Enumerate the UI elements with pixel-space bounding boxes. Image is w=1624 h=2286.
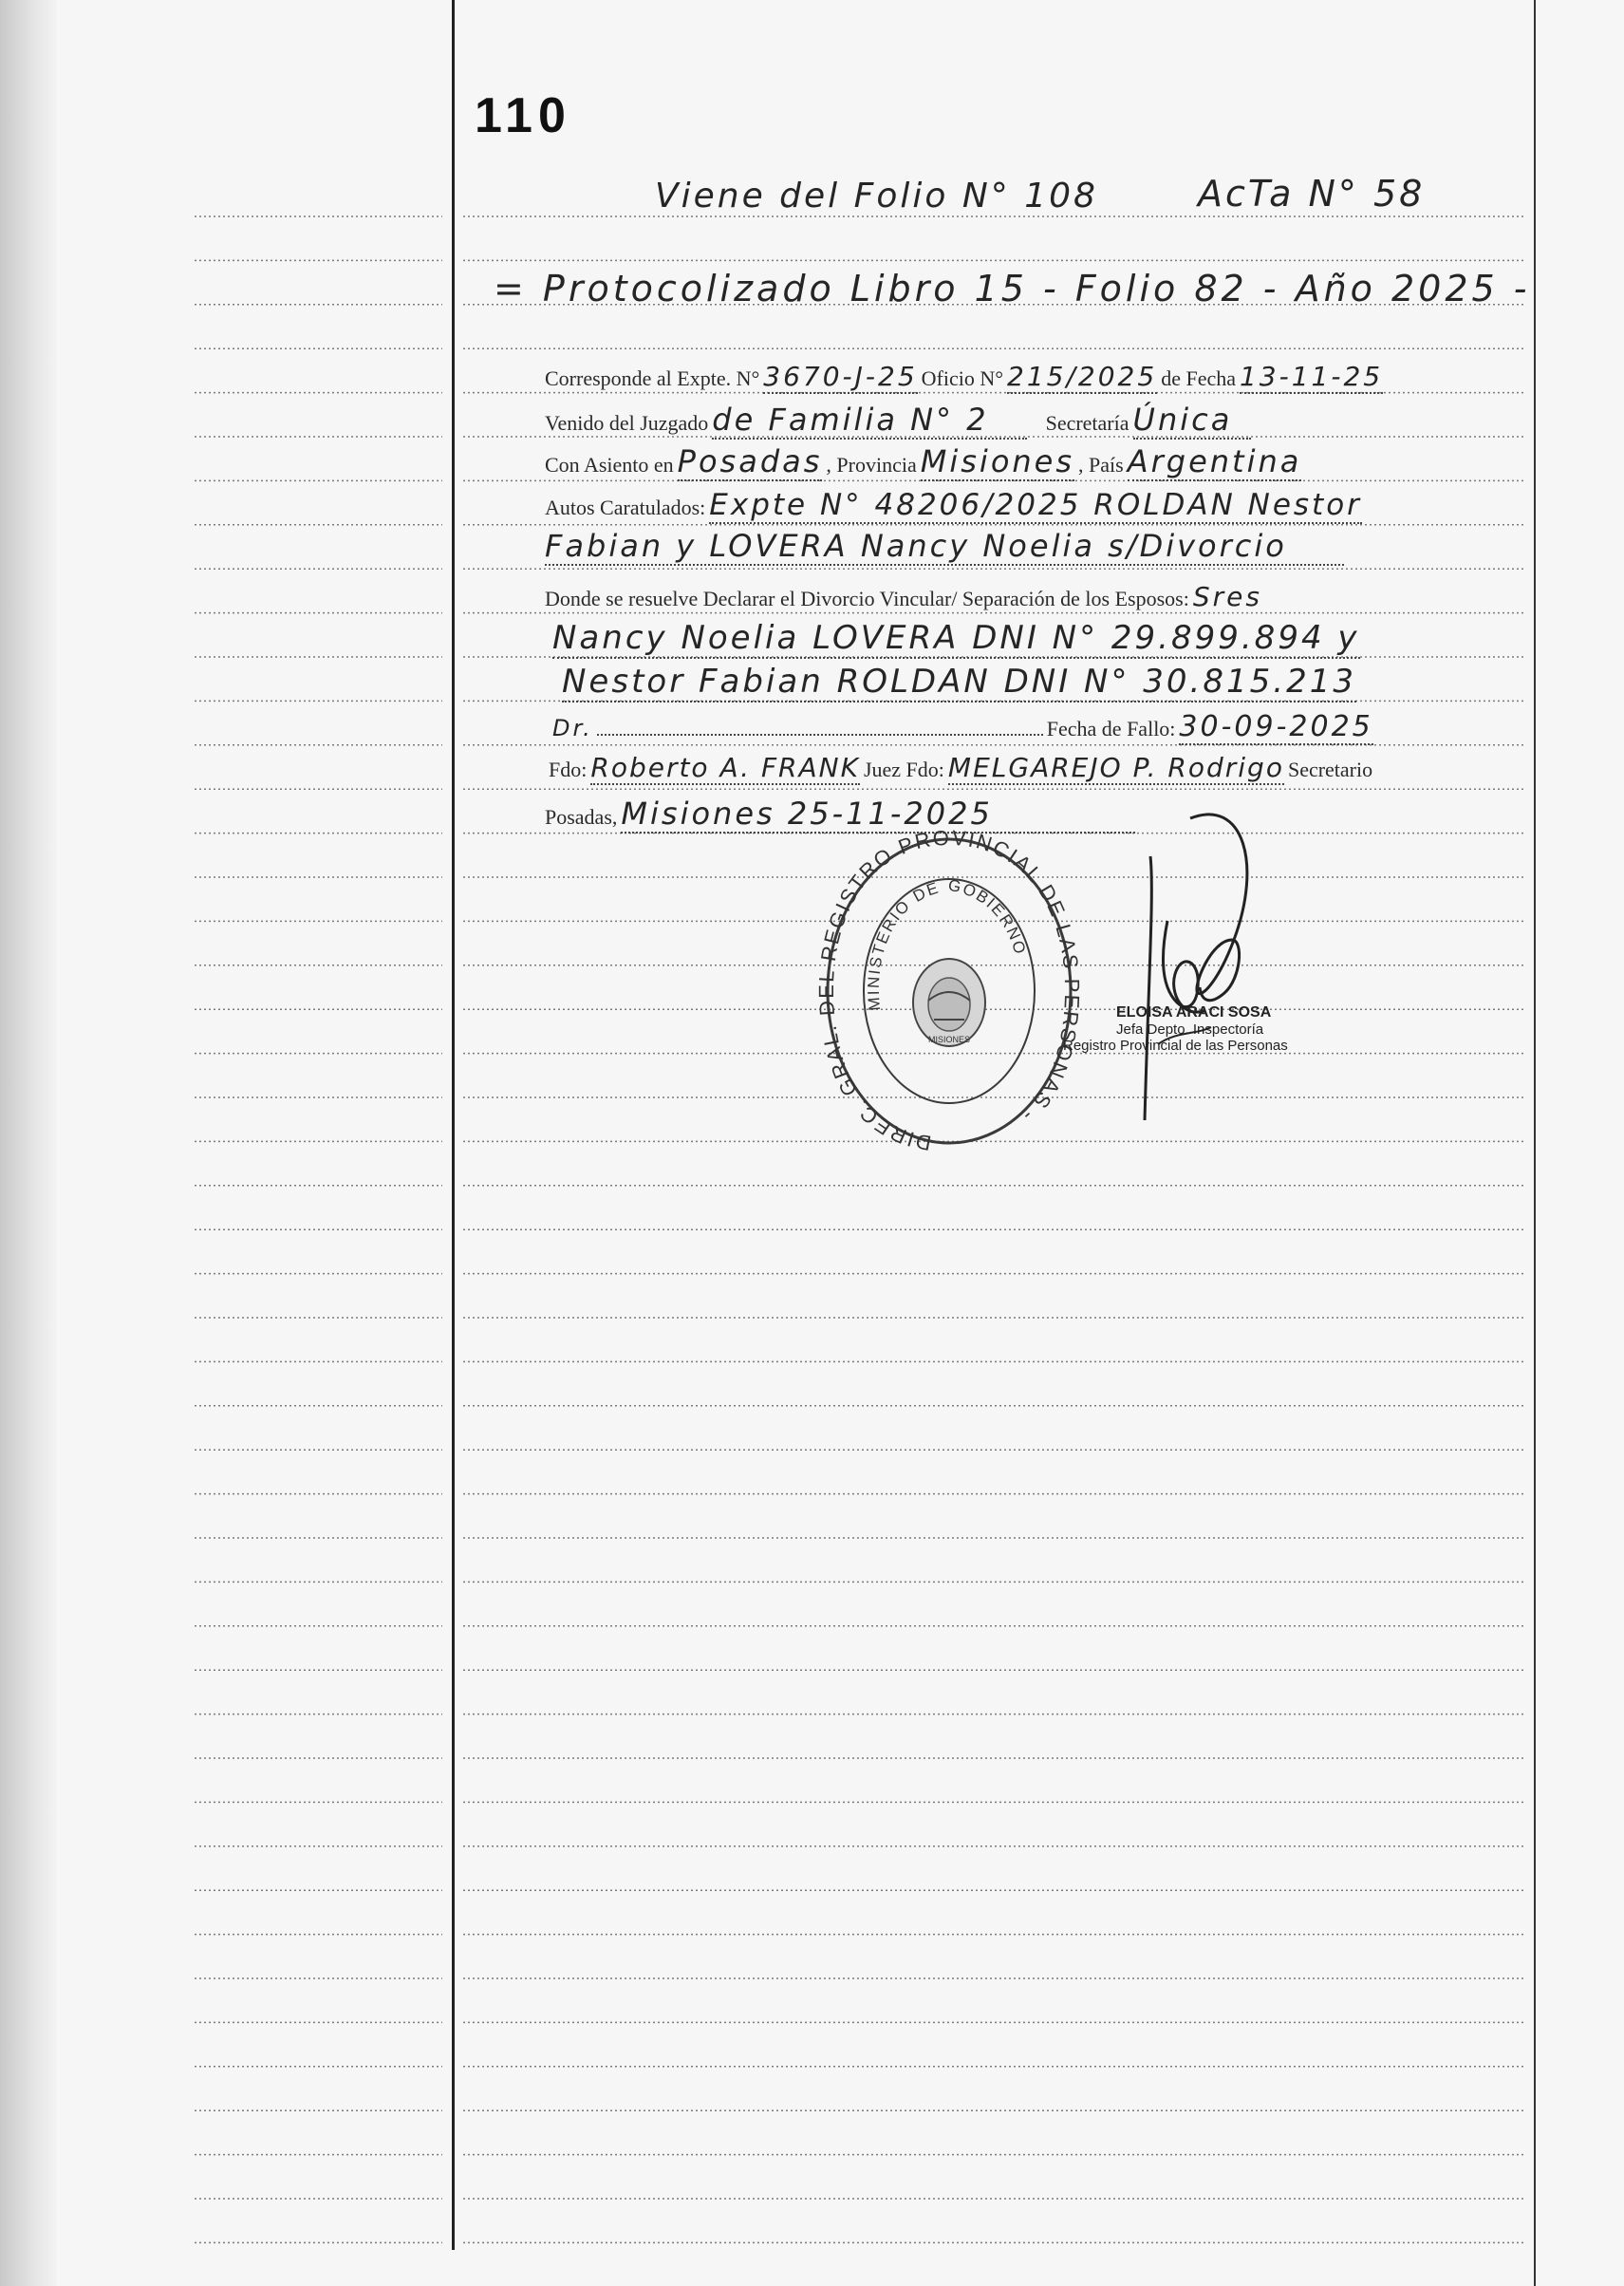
handwritten-signature bbox=[1120, 807, 1300, 1149]
page-number: 110 bbox=[475, 88, 571, 143]
juez-label: Juez Fdo: bbox=[863, 758, 944, 781]
place-value: Misiones 25-11-2025 bbox=[621, 796, 1134, 834]
expte-label: Corresponde al Expte. N° bbox=[545, 366, 760, 390]
donde-label: Donde se resuelve Declarar el Divorcio Vincular/ Separación de los Esposos: bbox=[545, 587, 1189, 610]
oficio-label: Oficio N° bbox=[921, 366, 1004, 390]
acta-number: AcTa N° 58 bbox=[1198, 173, 1426, 215]
autos-row bbox=[545, 488, 1362, 522]
juzgado-row bbox=[545, 402, 1251, 438]
fallo-value: 30-09-2025 bbox=[1179, 710, 1373, 743]
fallo-label: Fecha de Fallo: bbox=[1046, 717, 1176, 740]
seal-icon bbox=[913, 959, 985, 1046]
autos-value-line2: Fabian y LOVERA Nancy Noelia s/Divorcio bbox=[545, 528, 1344, 566]
viene-del-folio: Viene del Folio N° 108 bbox=[655, 177, 1098, 215]
asiento-label: Con Asiento en bbox=[545, 453, 674, 477]
asiento-row bbox=[545, 443, 1301, 479]
secretario-label: Secretario bbox=[1287, 758, 1373, 781]
donde-value-line0: Sres bbox=[1192, 581, 1262, 612]
provincia-value: Misiones bbox=[920, 443, 1075, 479]
signer-title: Jefa Depto. Inspectoría bbox=[1116, 1021, 1264, 1038]
fdo-row bbox=[549, 752, 1372, 783]
donde-value-line1: Nancy Noelia LOVERA DNI N° 29.899.894 y bbox=[552, 619, 1360, 657]
stamp-outer-text: DIREC. GRAL. DEL REGISTRO PROVINCIAL DE LAS PERSONAS - bbox=[816, 825, 1082, 1155]
secretaria-label: Secretaría bbox=[1045, 411, 1129, 435]
juzgado-label: Venido del Juzgado bbox=[545, 411, 709, 435]
signature-block bbox=[1063, 1004, 1367, 1054]
official-stamp bbox=[816, 824, 1082, 1156]
fallo-blank bbox=[597, 734, 1043, 736]
expte-row bbox=[545, 361, 1383, 392]
seal-text: MISIONES bbox=[927, 1035, 971, 1044]
fecha-value: 13-11-25 bbox=[1239, 361, 1384, 392]
signer-name: ELOISA ARACI SOSA bbox=[1116, 1004, 1272, 1021]
place-label: Posadas, bbox=[545, 805, 618, 829]
pais-value: Argentina bbox=[1127, 443, 1302, 479]
autos-label: Autos Caratulados: bbox=[545, 496, 706, 519]
right-page-rule bbox=[1534, 0, 1536, 2286]
donde-value-line2: Nestor Fabian ROLDAN DNI N° 30.815.213 bbox=[562, 663, 1356, 701]
autos-value-line1: Expte N° 48206/2025 ROLDAN Nestor bbox=[709, 488, 1362, 522]
fdo-judge: Roberto A. FRANK bbox=[590, 752, 860, 783]
fallo-prefix: Dr. bbox=[552, 715, 593, 741]
provincia-label: , Provincia bbox=[826, 453, 917, 477]
stamp-inner-text: MINISTERIO DE GOBIERNO bbox=[864, 875, 1030, 1012]
expte-value: 3670-J-25 bbox=[763, 361, 918, 392]
protocol-line: = Protocolizado Libro 15 - Folio 82 - Año 2025 - bbox=[494, 268, 1531, 309]
secretaria-value: Única bbox=[1133, 402, 1252, 440]
fecha-label: de Fecha bbox=[1161, 366, 1236, 390]
asiento-value: Posadas bbox=[677, 443, 823, 479]
pais-label: , País bbox=[1078, 453, 1124, 477]
fdo-secretary: MELGAREJO P. Rodrigo bbox=[947, 752, 1284, 783]
juzgado-value: de Familia N° 2 bbox=[712, 402, 1026, 440]
oficio-value: 215/2025 bbox=[1007, 361, 1158, 392]
margin-rule bbox=[452, 0, 455, 2250]
donde-row bbox=[545, 581, 1262, 612]
fallo-row bbox=[552, 710, 1373, 743]
fdo-label: Fdo: bbox=[549, 758, 588, 781]
signer-office: Registro Provincial de las Personas bbox=[1063, 1038, 1288, 1054]
